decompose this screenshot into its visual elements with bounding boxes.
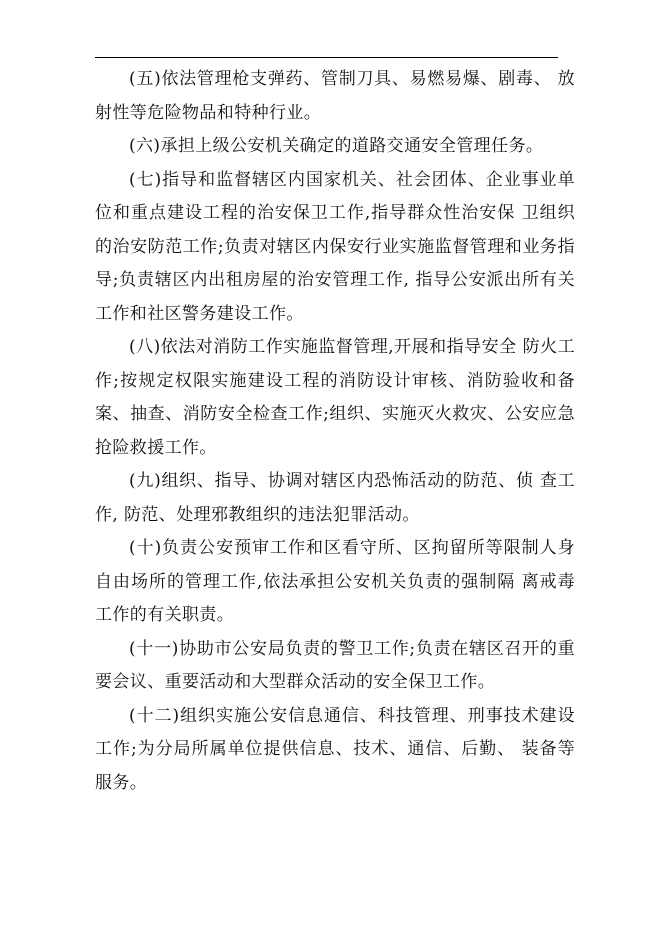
paragraph-11: (十一)协助市公安局负责的警卫工作;负责在辖区召开的重要会议、重要活动和大型群众活动的安全保卫工作。 xyxy=(95,638,575,692)
paragraph-8: (八)依法对消防工作实施监督管理,开展和指导安全 防火工作;按规定权限实施建设工程的消防设计审核、消防验收和备案、抽查、消防安全检查工作;组织、实施灭火救灾、公安应急抢险救援工作。 xyxy=(95,337,575,458)
header-rule xyxy=(95,57,558,58)
paragraph-10: (十)负责公安预审工作和区看守所、区拘留所等限制人身自由场所的管理工作,依法承担公安机关负责的强制隔 离戒毒工作的有关职责。 xyxy=(95,538,575,625)
paragraph-12: (十二)组织实施公安信息通信、科技管理、刑事技术建设工作;为分局所属单位提供信息、技术、通信、后勤、 装备等服务。 xyxy=(95,705,575,793)
paragraph-6: (六)承担上级公安机关确定的道路交通安全管理任务。 xyxy=(129,136,544,156)
document-body xyxy=(95,63,575,800)
paragraph-9: (九)组织、指导、协调对辖区内恐怖活动的防范、侦 查工作, 防范、处理邪教组织的违法犯罪活动。 xyxy=(95,471,575,525)
paragraph-7: (七)指导和监督辖区内国家机关、社会团体、企业事业单位和重点建设工程的治安保卫工作,指导群众性治安保 卫组织的治安防范工作;负责对辖区内保安行业实施监督管理和业务指导;负责辖区内出租房屋的治安管理工作, 指导公安派出所有关工作和社区警务建设工作。 xyxy=(95,169,575,324)
paragraph-5: (五)依法管理枪支弹药、管制刀具、易燃易爆、剧毒、 放射性等危险物品和特种行业。 xyxy=(95,69,575,123)
